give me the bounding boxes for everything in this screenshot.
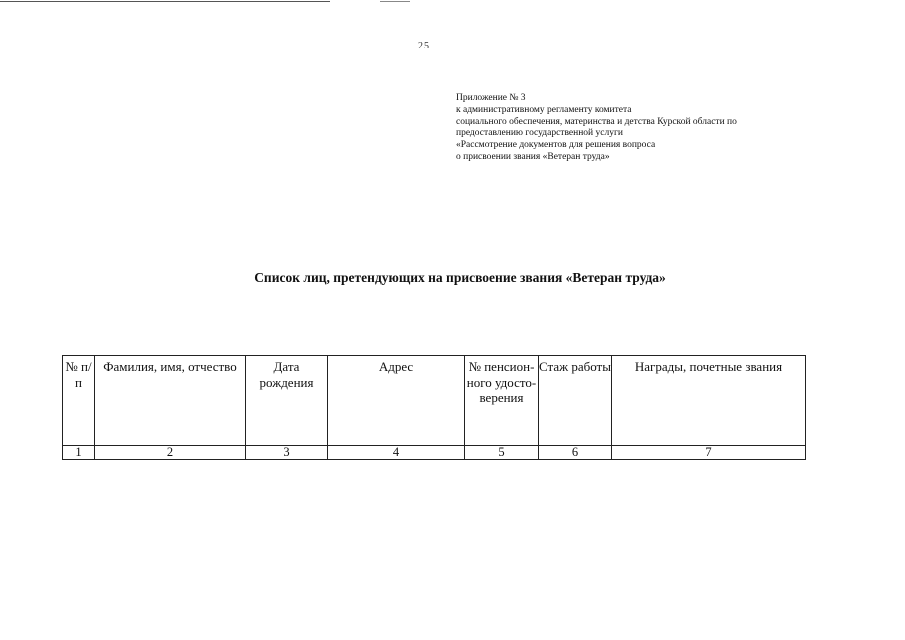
- header-full-name: Фамилия, имя, отчество: [95, 356, 246, 446]
- annex-line: предоставлению государственной услуги: [456, 128, 623, 139]
- annex-line: Приложение № 3: [456, 93, 526, 103]
- column-number-cell: 5: [465, 446, 539, 460]
- column-number-cell: 2: [95, 446, 246, 460]
- column-number-cell: 6: [539, 446, 612, 460]
- scan-edge-line: [0, 1, 330, 2]
- column-number-cell: 3: [246, 446, 328, 460]
- annex-line: «Рассмотрение документов для решения вопроса: [456, 140, 656, 151]
- column-number-cell: 7: [612, 446, 806, 460]
- annex-line: к административному регламенту комитета: [456, 104, 632, 115]
- header-address: Адрес: [328, 356, 465, 446]
- header-number: № п/п: [63, 356, 95, 446]
- annex-line: социального обеспечения, материнства и детства Курской области по: [456, 116, 737, 127]
- header-work-experience: Стаж работы: [539, 356, 612, 446]
- column-number-row: [63, 446, 806, 460]
- document-title: Список лиц, претендующих на присвоение звания «Ветеран труда»: [254, 270, 666, 285]
- scan-edge-mark: [380, 1, 410, 2]
- page-number: 25: [418, 41, 430, 48]
- header-pension-certificate: № пенсион-ного удосто-верения: [465, 356, 539, 446]
- annex-block: [456, 93, 737, 164]
- header-awards: Награды, почетные звания: [612, 356, 806, 446]
- column-number-cell: 4: [328, 446, 465, 460]
- header-birth-date: Дата рождения: [246, 356, 328, 446]
- applicants-table: [62, 355, 806, 460]
- column-number-cell: 1: [63, 446, 95, 460]
- table-header-row: [63, 356, 806, 446]
- annex-line: о присвоении звания «Ветеран труда»: [456, 151, 610, 162]
